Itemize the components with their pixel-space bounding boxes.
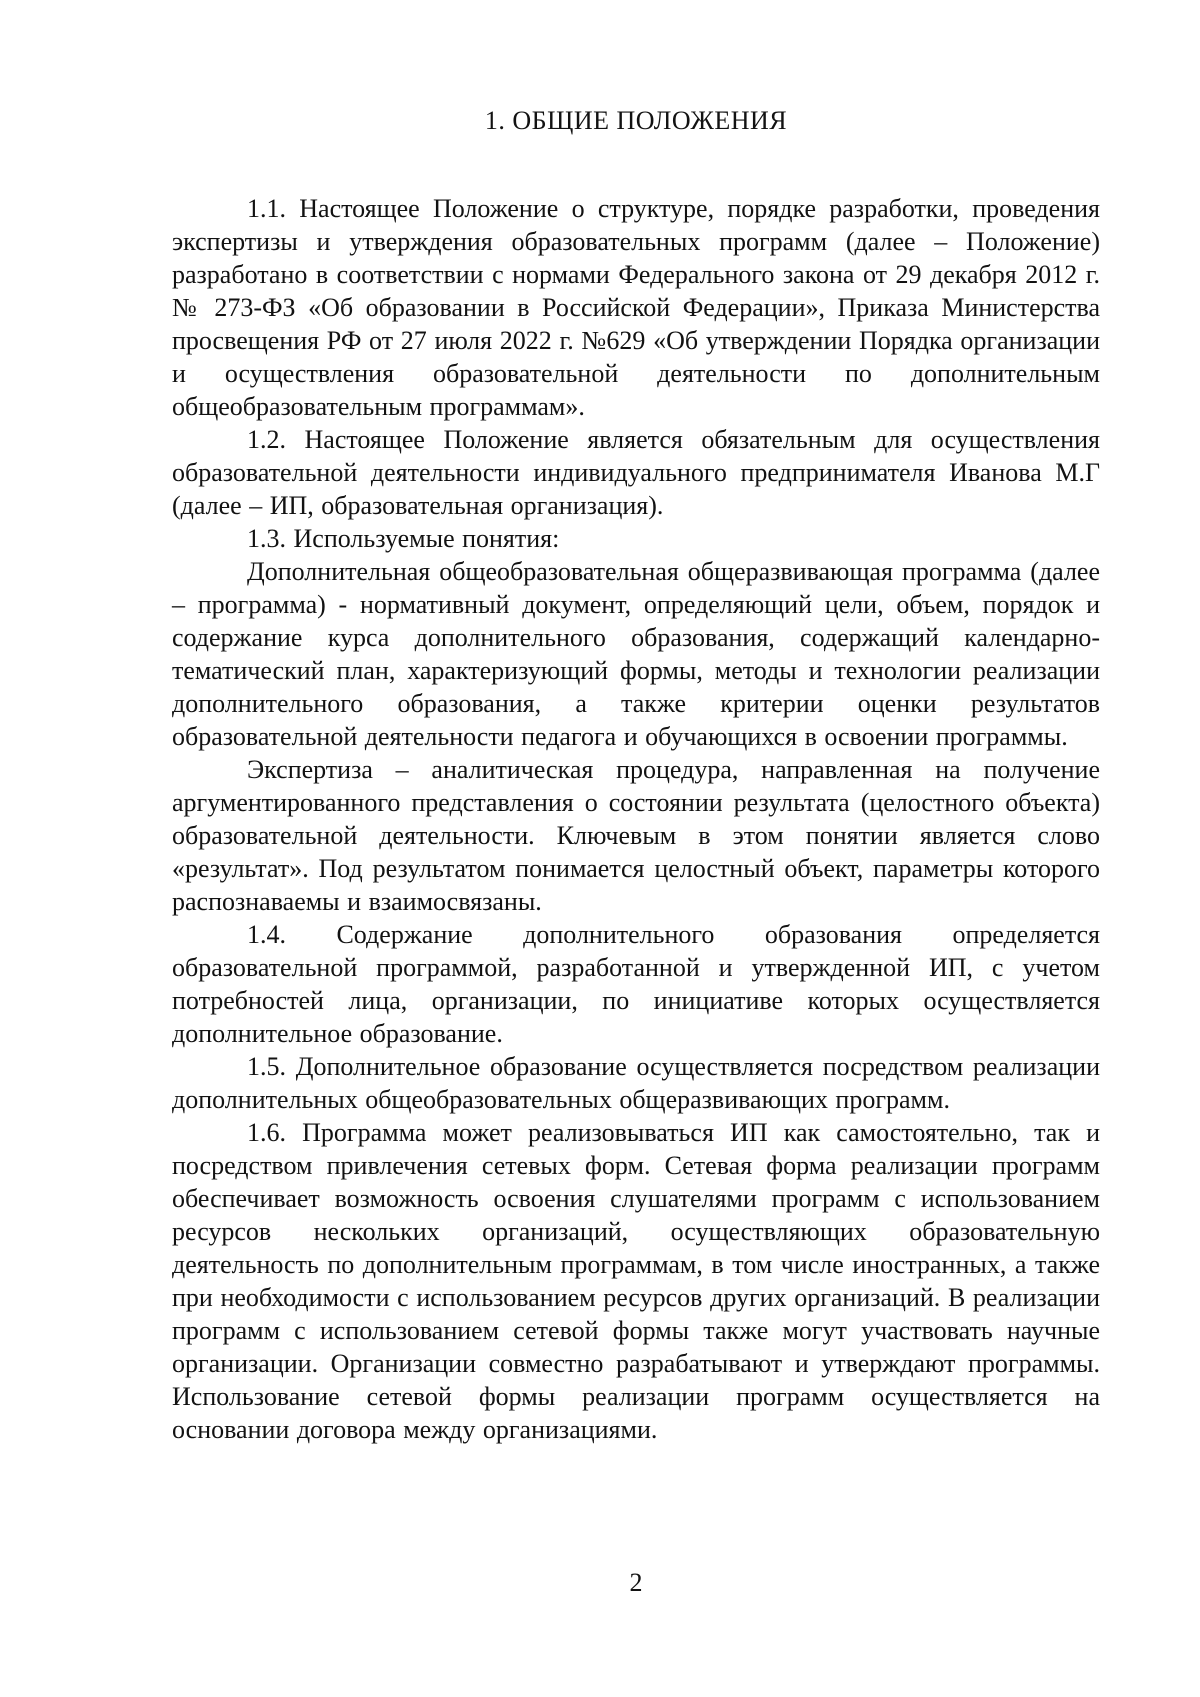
paragraph-1-2: 1.2. Настоящее Положение является обязательным для осуществления образовательной деятельности индивидуального предпринимателя Иванова М.Г (далее – ИП, образовательная организация). <box>172 425 1100 520</box>
paragraph-definition-program: Дополнительная общеобразовательная общеразвивающая программа (далее – программа) - нормативный документ, определяющий цели, объем, порядок и содержание курса дополнительного образования, содержащий календарно-тематический план, характеризующий формы, методы и технологии реализации дополнительного образования, а также критерии оценки результатов образовательной деятельности педагога и обучающихся в освоении программы. <box>172 557 1100 751</box>
paragraph-1-5: 1.5. Дополнительное образование осуществляется посредством реализации дополнительных общеобразовательных общеразвивающих программ. <box>172 1052 1100 1114</box>
paragraph-definition-expertise: Экспертиза – аналитическая процедура, направленная на получение аргументированного представления о состоянии результата (целостного объекта) образовательной деятельности. Ключевым в этом понятии является слово «результат». Под результатом понимается целостный объект, параметры которого распознаваемы и взаимосвязаны. <box>172 755 1100 916</box>
page-number: 2 <box>629 1568 643 1597</box>
section-heading: 1. ОБЩИЕ ПОЛОЖЕНИЯ <box>484 106 788 135</box>
paragraph-1-4: 1.4. Содержание дополнительного образования определяется образовательной программой, разработанной и утвержденной ИП, с учетом потребностей лица, организации, по инициативе которых осуществляется дополнительное образование. <box>172 920 1100 1048</box>
paragraph-1-3: 1.3. Используемые понятия: <box>247 524 560 553</box>
paragraph-1-6: 1.6. Программа может реализовываться ИП как самостоятельно, так и посредством привлечения сетевых форм. Сетевая форма реализации программ обеспечивает возможность освоения слушателями программ с использованием ресурсов нескольких организаций, осуществляющих образовательную деятельность по дополнительным программам, в том числе иностранных, а также при необходимости с использованием ресурсов других организаций. В реализации программ с использованием сетевой формы также могут участвовать научные организации. Организации совместно разрабатывают и утверждают программы. Использование сетевой формы реализации программ осуществляется на основании договора между организациями. <box>172 1118 1100 1444</box>
paragraph-1-1: 1.1. Настоящее Положение о структуре, порядке разработки, проведения экспертизы и утверждения образовательных программ (далее – Положение) разработано в соответствии с нормами Федерального закона от 29 декабря 2012 г. № 273-ФЗ «Об образовании в Российской Федерации», Приказа Министерства просвещения РФ от 27 июля 2022 г. №629 «Об утверждении Порядка организации и осуществления образовательной деятельности по дополнительным общеобразовательным программам». <box>172 194 1100 421</box>
